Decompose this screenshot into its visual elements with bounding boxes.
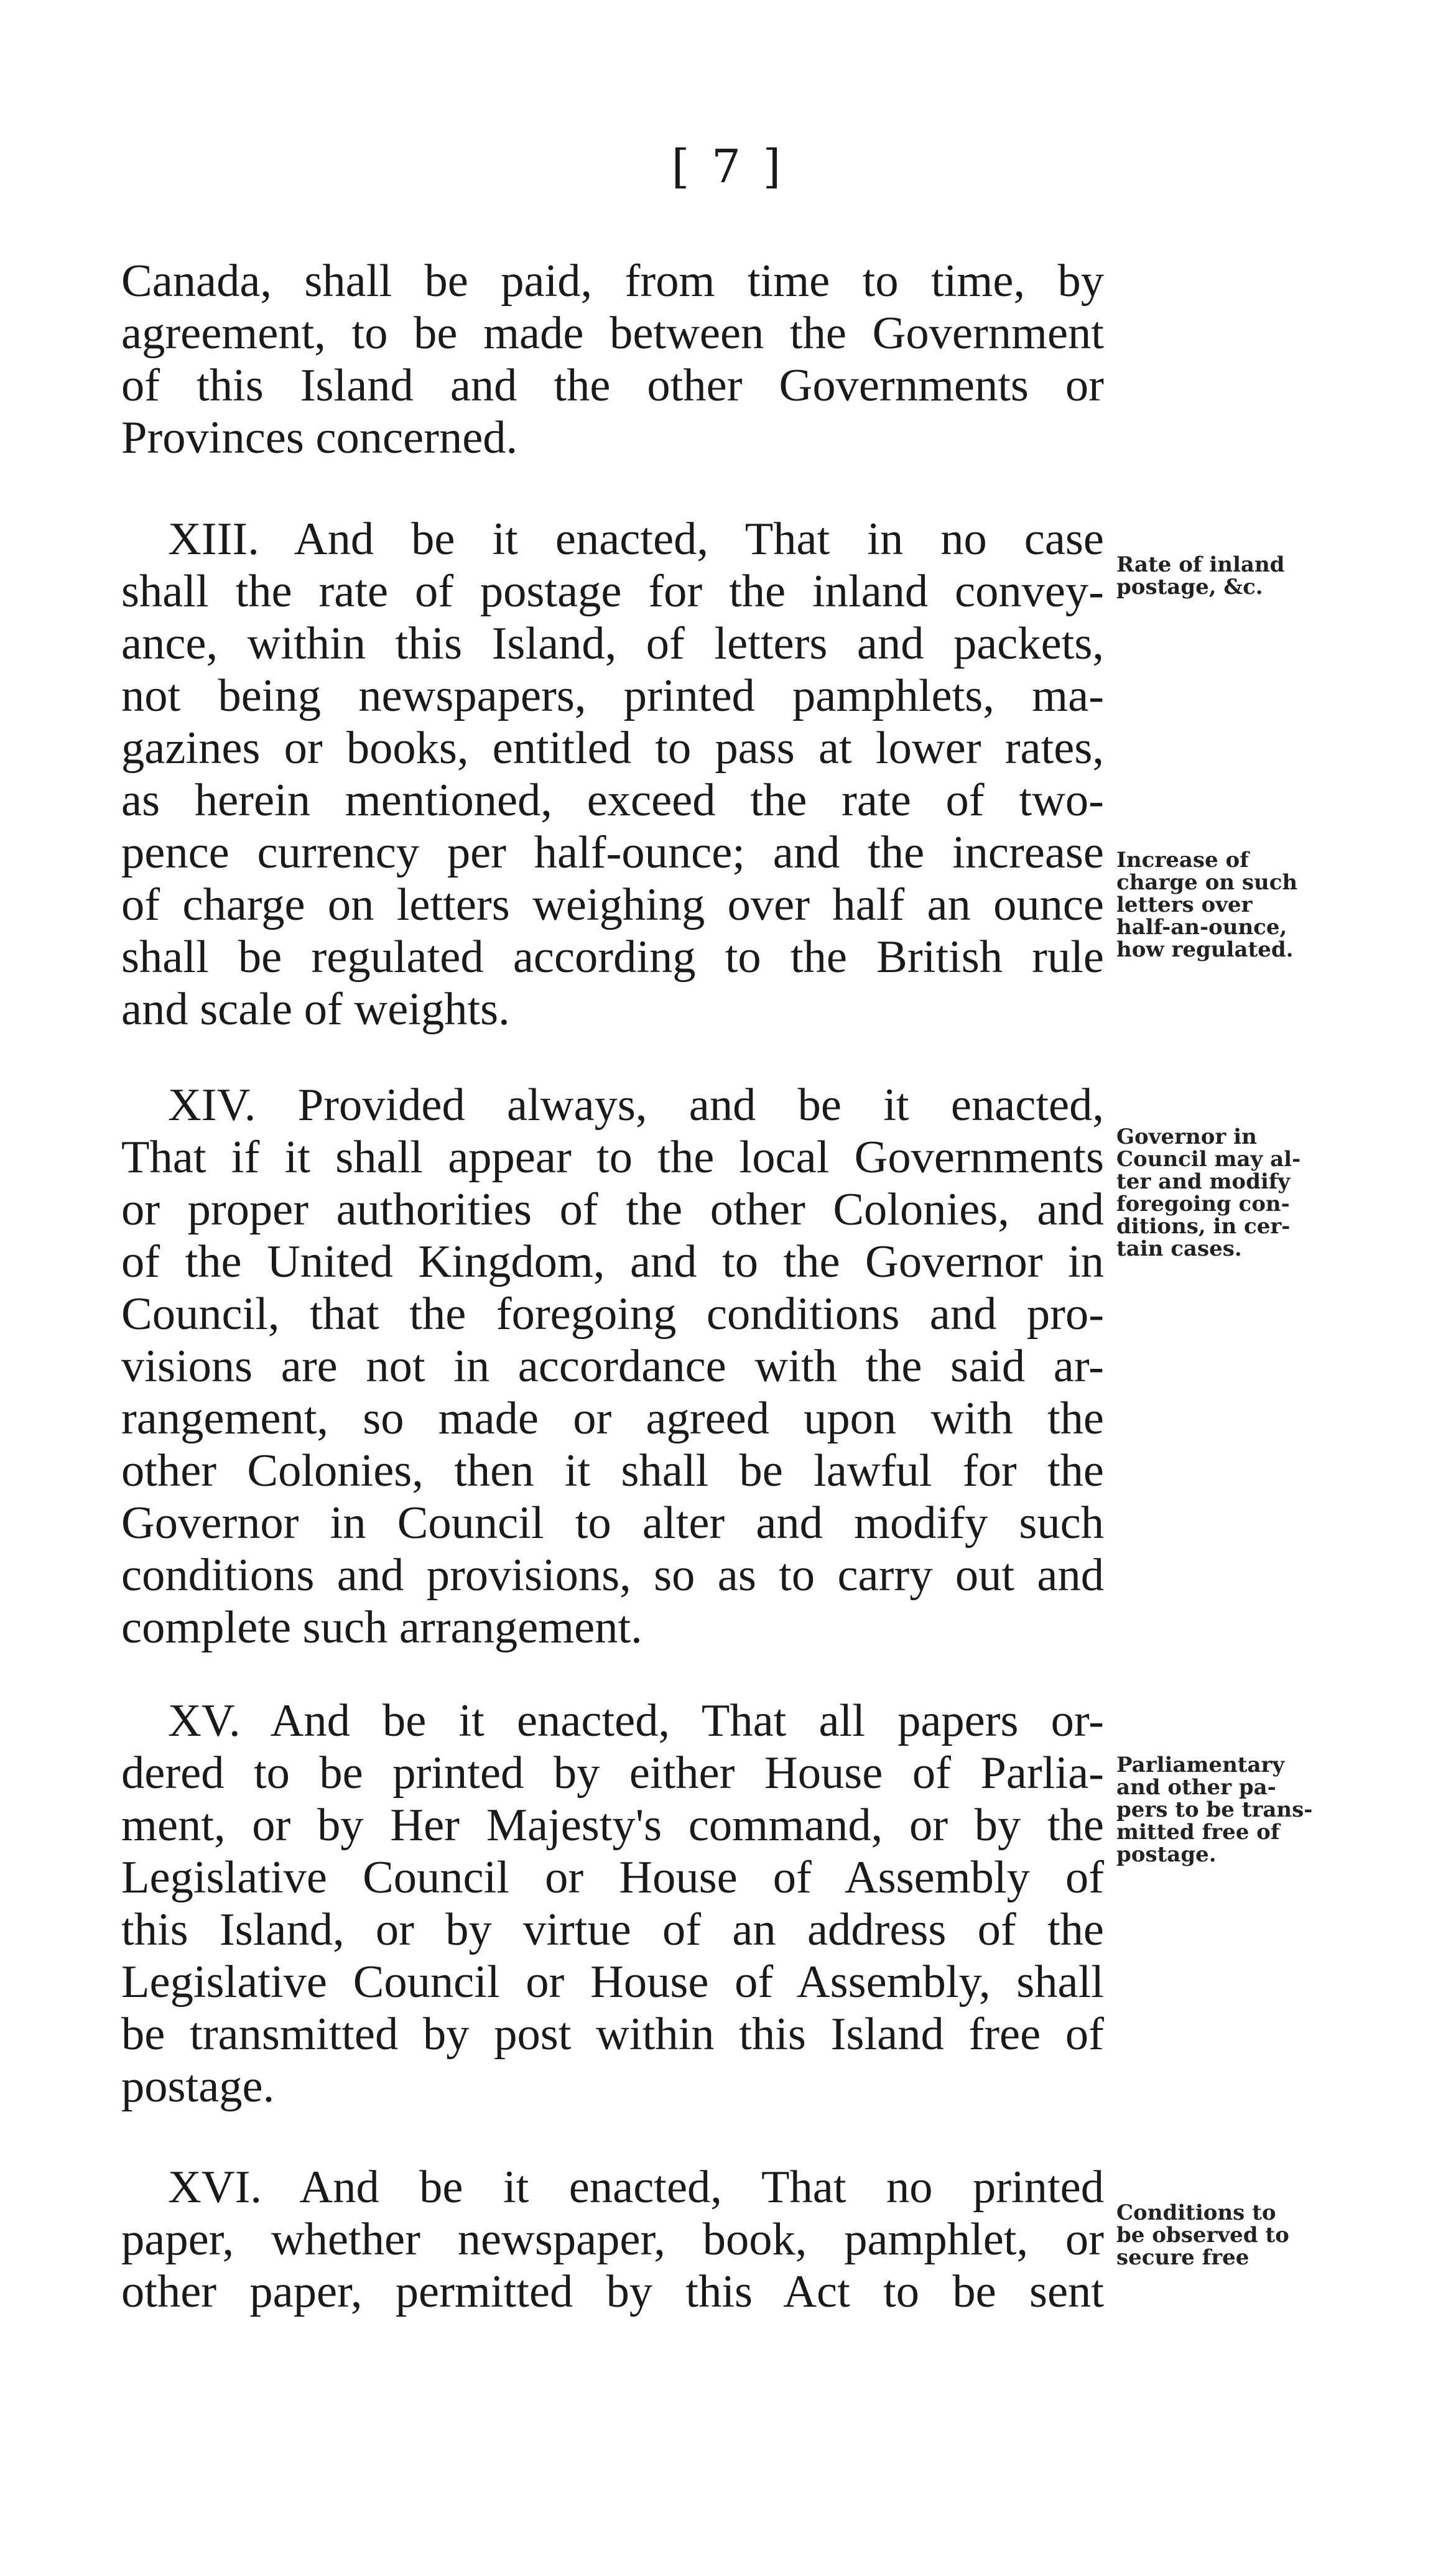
paragraph-continuation <box>121 255 1104 464</box>
text-line: or proper authorities of the other Colonies, and <box>121 1184 1104 1235</box>
section-xiv <box>121 1079 1104 1654</box>
note-line: half-an-ounce, <box>1116 915 1287 940</box>
note-line: Parliamentary <box>1116 1753 1285 1777</box>
text-line: postage. <box>121 2061 275 2112</box>
text-line: rangement, so made or agreed upon with the <box>121 1393 1104 1444</box>
text-line: XVI. And be it enacted, That no printed <box>168 2162 1104 2213</box>
text-line: Legislative Council or House of Assembly of <box>121 1852 1104 1903</box>
text-line: That if it shall appear to the local Governments <box>121 1132 1104 1183</box>
text-line: Legislative Council or House of Assembly, shall <box>121 1957 1104 2008</box>
text-line: not being newspapers, printed pamphlets, ma- <box>121 670 1104 721</box>
note-line: be observed to <box>1116 2223 1289 2248</box>
note-line: tain cases. <box>1116 1236 1242 1261</box>
note-line: Rate of inland <box>1116 552 1285 577</box>
note-line: postage, &c. <box>1116 575 1263 600</box>
section-xiii <box>121 513 1104 1035</box>
text-line: other Colonies, then it shall be lawful for the <box>121 1445 1104 1496</box>
note-line: ter and modify <box>1116 1169 1291 1194</box>
text-line: shall be regulated according to the British rule <box>121 932 1104 983</box>
note-line: postage. <box>1116 1842 1217 1867</box>
marginal-note-conditions <box>1116 2202 1340 2269</box>
text-line: as herein mentioned, exceed the rate of two- <box>121 775 1104 826</box>
text-line: Provinces concerned. <box>121 412 518 463</box>
marginal-note-parliamentary-papers <box>1116 1754 1340 1866</box>
text-line: Council, that the foregoing conditions and pro- <box>121 1289 1104 1340</box>
note-line: Increase of <box>1116 848 1249 873</box>
text-line: XV. And be it enacted, That all papers or- <box>168 1695 1104 1746</box>
text-line: agreement, to be made between the Government <box>121 308 1104 359</box>
page-number: [ 7 ] <box>671 140 785 193</box>
section-xvi <box>121 2161 1104 2318</box>
marginal-note-rate-of-postage <box>1116 554 1340 598</box>
note-line: pers to be trans- <box>1116 1797 1313 1822</box>
text-line: visions are not in accordance with the said ar- <box>121 1341 1104 1392</box>
text-line: of the United Kingdom, and to the Governor in <box>121 1236 1104 1287</box>
note-line: Governor in <box>1116 1124 1257 1149</box>
text-line: ment, or by Her Majesty's command, or by the <box>121 1800 1104 1851</box>
marginal-note-increase-of-charge <box>1116 849 1340 961</box>
note-line: letters over <box>1116 892 1253 917</box>
text-line: conditions and provisions, so as to carry out and <box>121 1550 1104 1601</box>
note-line: foregoing con- <box>1116 1192 1290 1216</box>
text-line: shall the rate of postage for the inland convey- <box>121 566 1104 617</box>
note-line: secure free <box>1116 2245 1250 2270</box>
text-line: dered to be printed by either House of Parlia- <box>121 1748 1104 1799</box>
note-line: mitted free of <box>1116 1820 1280 1845</box>
text-line: XIII. And be it enacted, That in no case <box>168 514 1104 565</box>
text-line: paper, whether newspaper, book, pamphlet, or <box>121 2214 1104 2265</box>
text-line: Governor in Council to alter and modify such <box>121 1498 1104 1549</box>
text-line: of this Island and the other Governments or <box>121 360 1104 411</box>
note-line: charge on such <box>1116 870 1298 895</box>
text-line: and scale of weights. <box>121 984 510 1035</box>
text-line: XIV. Provided always, and be it enacted, <box>168 1080 1104 1131</box>
text-line: this Island, or by virtue of an address of the <box>121 1904 1104 1955</box>
text-line: be transmitted by post within this Island free of <box>121 2009 1104 2060</box>
note-line: Conditions to <box>1116 2200 1276 2225</box>
text-line: complete such arrangement. <box>121 1602 642 1653</box>
marginal-note-governor-in-council <box>1116 1126 1340 1260</box>
text-line: pence currency per half-ounce; and the increase <box>121 827 1104 878</box>
note-line: and other pa- <box>1116 1775 1276 1800</box>
note-line: how regulated. <box>1116 937 1294 962</box>
note-line: Council may al- <box>1116 1147 1301 1172</box>
text-line: of charge on letters weighing over half an ounce <box>121 879 1104 930</box>
note-line: ditions, in cer- <box>1116 1214 1291 1239</box>
text-line: Canada, shall be paid, from time to time, by <box>121 256 1104 307</box>
text-line: other paper, permitted by this Act to be sent <box>121 2266 1104 2317</box>
text-line: ance, within this Island, of letters and packets, <box>121 618 1104 669</box>
section-xv <box>121 1695 1104 2113</box>
text-line: gazines or books, entitled to pass at lower rates, <box>121 723 1104 774</box>
